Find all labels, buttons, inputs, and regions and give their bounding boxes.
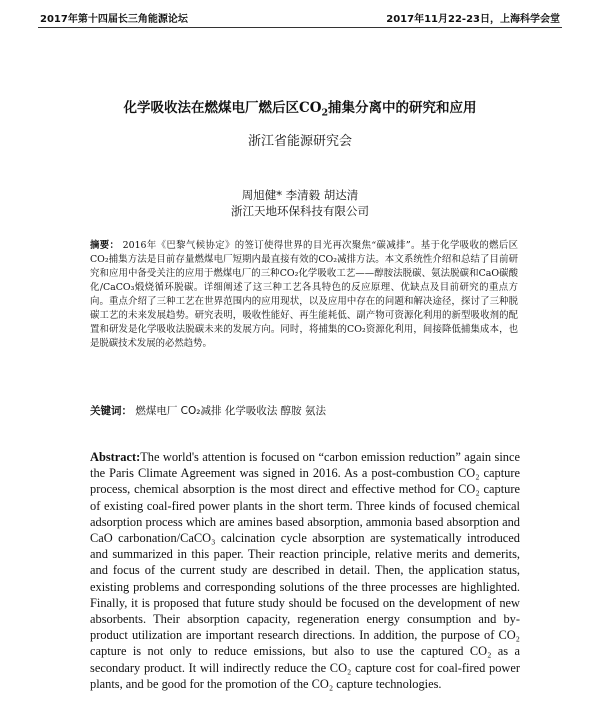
authors: 周旭健* 李清毅 胡达清 (241, 188, 359, 202)
affiliation: 浙江天地环保科技有限公司 (231, 204, 369, 218)
header-left: 2017年第十四届长三角能源论坛 (40, 14, 188, 25)
abstract-en-text: The world's attention is focused on “carbon emission reduction” again since the Paris Climate Agreement was signed in 2016. As a post-combustion CO₂ capture process, chemical absorption is the most direct and effective method for CO₂ capture of existing coal-fired power plants in the short term. Three kinds of focused chemical adsorption process which are amines based absorption, ammonia based absorption and CaO carbonation/CaCO₃ calcination cycle absorption are systematically introduced and summarized in this paper. Their reaction principle, relative merits and demerits, and focus of the current study are described in detail. Then, the application status, existing problems and corresponding solutions of the three processes are highlighted. Finally, it is proposed that future study should be focused on the development of new absorbents. Their absorption capacity, regeneration energy consumption and by-product utilization are important research directions. In addition, the purpose of CO₂ capture is not only to reduce emissions, but also to use the captured CO₂ as a secondary product. It will indirectly reduce the CO₂ capture cost for coal-fired power plants, and be good for the promotion of the CO₂ capture technologies. (90, 450, 520, 691)
abstract-en-label: Abstract: (90, 450, 141, 464)
paper-title (0, 96, 600, 119)
keywords-items: 燃煤电厂 CO₂减排 化学吸收法 醇胺 氨法 (135, 405, 326, 417)
abstract-zh (90, 239, 518, 351)
title-sub: 2 (321, 107, 329, 119)
running-header (40, 10, 560, 25)
keywords (90, 403, 518, 418)
title-part2: 捕集分离中的研究和应用 (328, 100, 477, 116)
abstract-zh-text: 2016年《巴黎气候协定》的签订使得世界的目光再次聚焦“碳减排”。基于化学吸收的燃后区CO₂捕集方法是目前存量燃煤电厂短期内最直接有效的CO₂减排方法。本文系统性介绍和总结了目前研究和应用中备受关注的应用于燃煤电厂的三种CO₂化学吸收工艺——醇胺法脱碳、氨法脱碳和CaO碳酸化/CaCO₃煅烧循环脱碳。详细阐述了这三种工艺各具特色的反应原理、优缺点及目前研究的重点方向。重点介绍了三种工艺在世界范围内的应用现状，以及应用中存在的问题和解决途径，探讨了三种脱碳工艺的未来发展趋势。研究表明，吸收性能好、再生能耗低、副产物可资源化利用的新型吸收剂的配置和研发是化学吸收法脱碳未来的发展方向。同时，将捕集的CO₂资源化利用，间接降低捕集成本，也是脱碳技术发展的必然趋势。 (90, 240, 518, 349)
header-rule (38, 27, 562, 28)
organization: 浙江省能源研究会 (247, 134, 352, 149)
abstract-en (90, 449, 520, 692)
abstract-zh-label: 摘要： (90, 240, 120, 251)
header-right: 2017年11月22-23日，上海科学会堂 (386, 14, 560, 25)
title-part1: 化学吸收法在燃煤电厂燃后区CO (123, 100, 322, 116)
keywords-label: 关键词： (90, 405, 132, 417)
